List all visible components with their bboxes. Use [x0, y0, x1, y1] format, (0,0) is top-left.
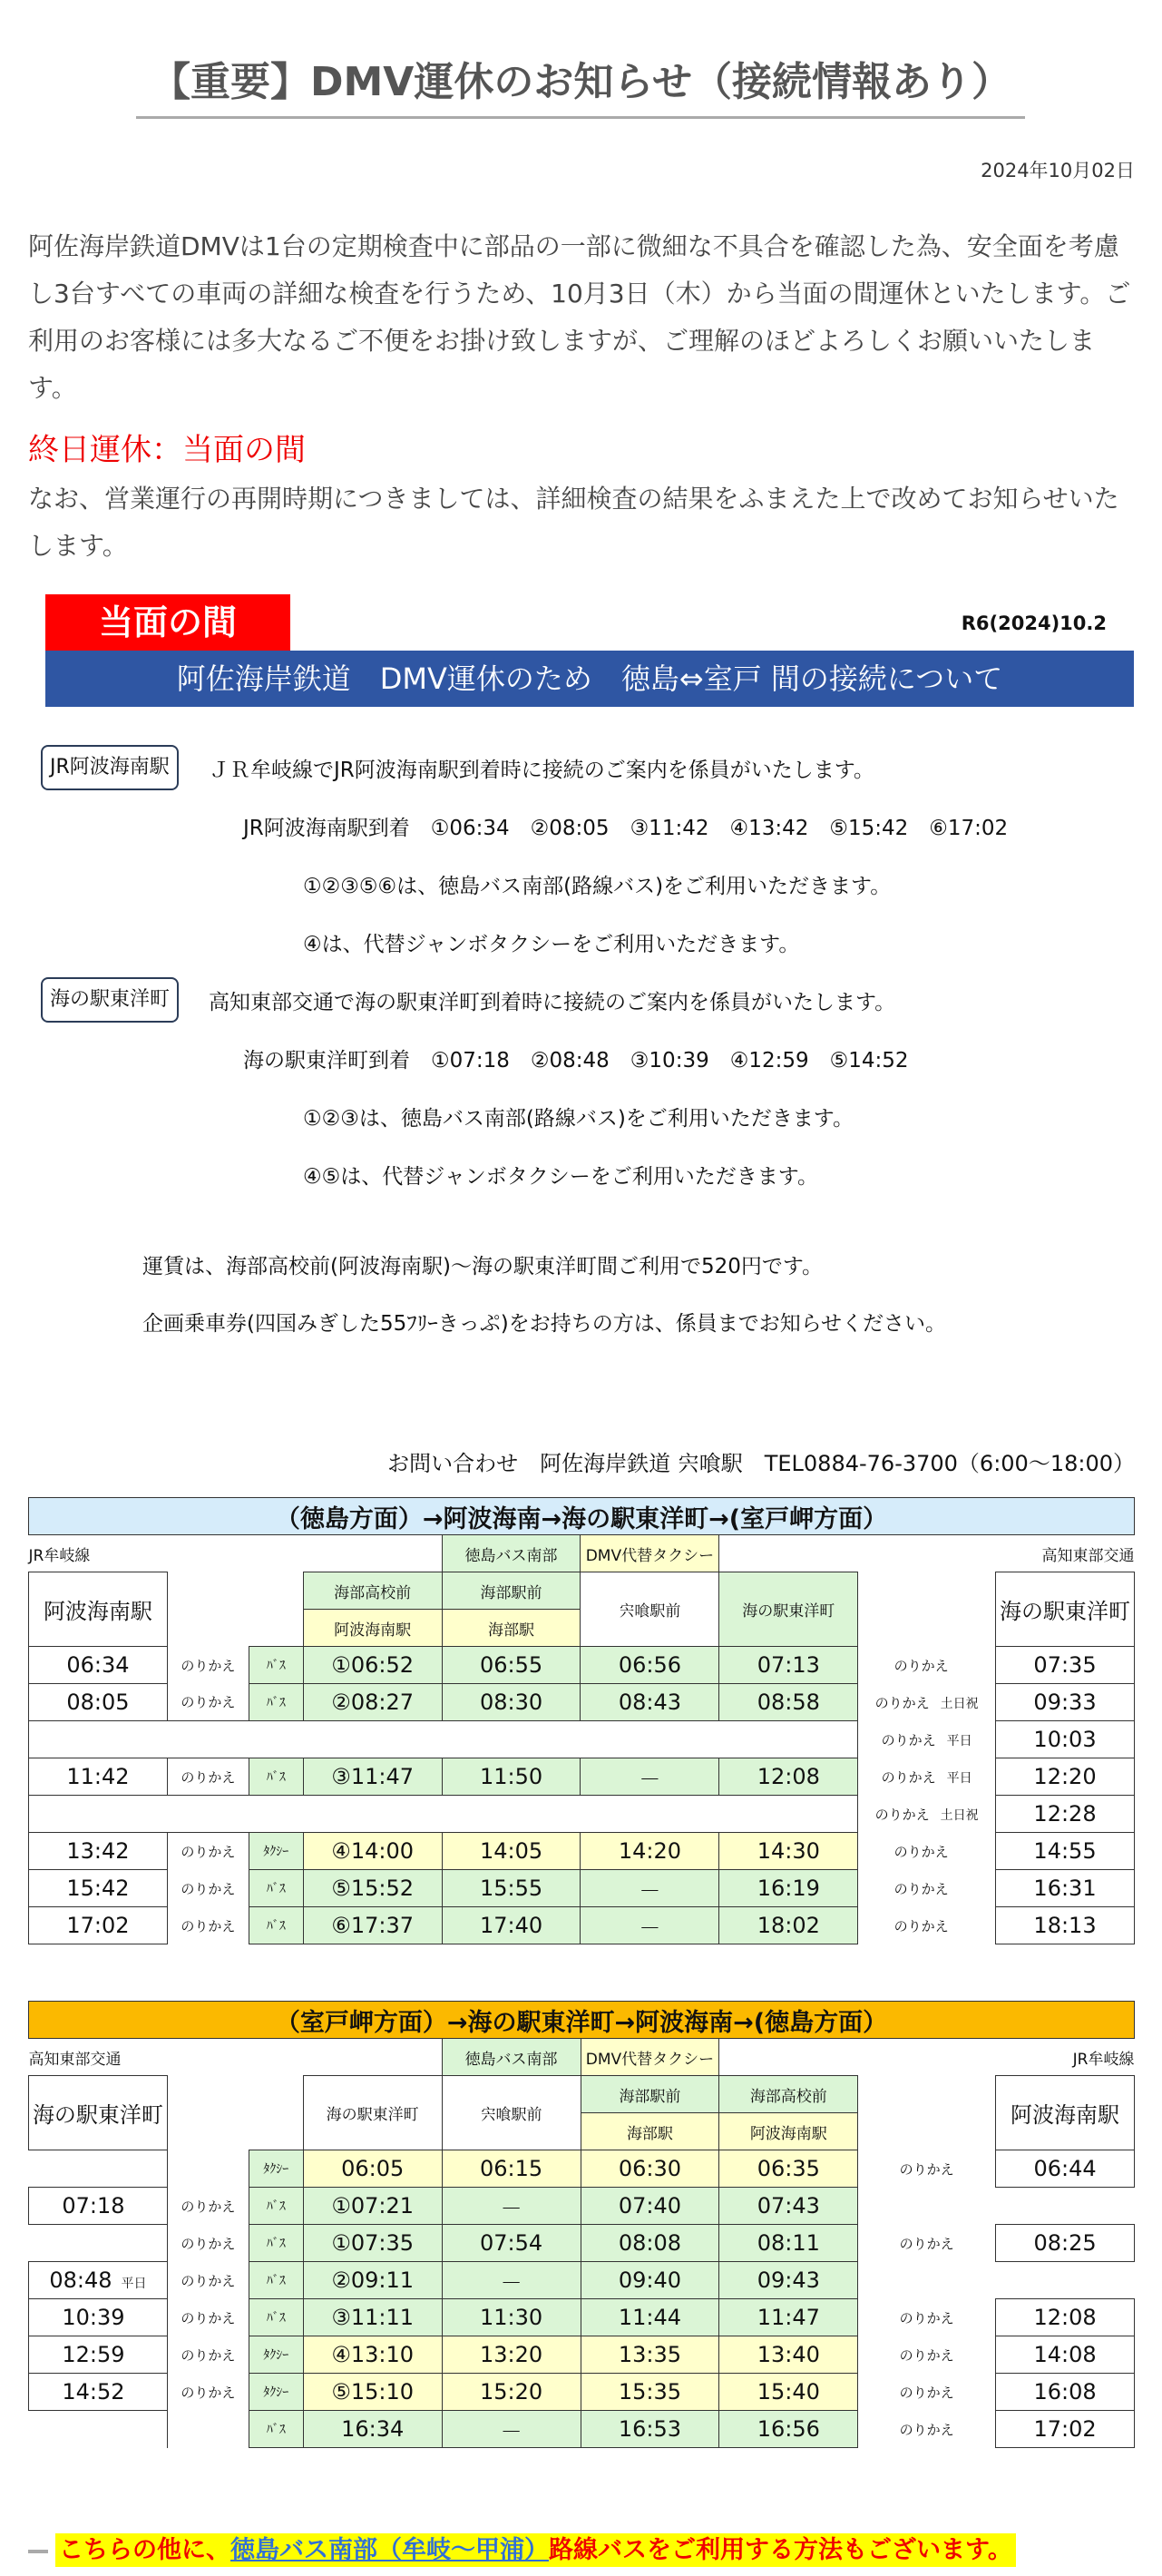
cell-kaifu-high: ⑥17:37: [303, 1907, 442, 1944]
operator-bus: 徳島バス南部: [442, 1535, 581, 1572]
cell-transfer-2: のりかえ: [899, 2346, 954, 2364]
transfer-label: のりかえ: [893, 1843, 949, 1860]
cell-kaifu-front: 15:55: [442, 1870, 581, 1907]
cell-shishikui: －: [442, 2411, 581, 2448]
cell-kochi-arrival: 09:33: [996, 1684, 1135, 1721]
table-row: [29, 1796, 1135, 1833]
col2-awakainan-sub: 阿波海南駅: [719, 2113, 858, 2150]
fare-note: 運賃は、海部高校前(阿波海南駅)～海の駅東洋町間ご利用で520円です。: [142, 1255, 824, 1278]
day-type: 土日祝: [940, 1696, 979, 1711]
cell-kaifu-high: 15:40: [719, 2374, 858, 2411]
table-row: [29, 1684, 1135, 1721]
ticket-note: 企画乗車券(四国みぎした55ﾌﾘｰきっぷ)をお持ちの方は、係員までお知らせください。: [142, 1312, 947, 1336]
cell-kaifu-front: 16:53: [581, 2411, 719, 2448]
cell-shishikui: 13:20: [442, 2336, 581, 2374]
table-row: [29, 2150, 1135, 2188]
table-row: [29, 1721, 1135, 1758]
day-type: 平日: [946, 1733, 972, 1748]
operator-jr-2: JR牟岐線: [1072, 2050, 1135, 2069]
cell-shishikui: 15:20: [442, 2374, 581, 2411]
timetable-inbound: [28, 2001, 1135, 2448]
cell-kochi-arrival: [29, 2188, 168, 2225]
cell-shishikui: 14:20: [581, 1833, 719, 1870]
cell-kochi-arrival: [29, 2262, 168, 2299]
cell-transfer: のりかえ: [181, 2198, 236, 2215]
cell-jr-departure: [996, 2262, 1135, 2299]
cell-jr-departure: 16:08: [996, 2374, 1135, 2411]
cell-mode: ﾊﾞｽ: [249, 1907, 303, 1944]
cell-kaifu-high: ①06:52: [303, 1647, 442, 1684]
transfer-label: のりかえ: [893, 1917, 949, 1934]
cell-jr-arrival: 08:05: [29, 1684, 168, 1721]
cell-mode: ﾊﾞｽ: [249, 1684, 303, 1721]
cell-kochi-arrival: [29, 2336, 168, 2374]
cell-transfer-2: [858, 1907, 996, 1944]
cell-shishikui: －: [442, 2262, 581, 2299]
cell-mode: ﾊﾞｽ: [249, 2225, 303, 2262]
arrival-time: 10:39: [62, 2305, 125, 2330]
cell-toyocho-dep: ⑤15:10: [303, 2374, 442, 2411]
cell-transfer: のりかえ: [181, 1880, 236, 1897]
col2-kaifu-sub: 海部駅: [581, 2113, 719, 2150]
cell-toyocho: 12:08: [719, 1758, 858, 1796]
col-toyocho-kochi: 海の駅東洋町: [996, 1572, 1135, 1647]
cell-kochi-arrival: 12:20: [996, 1758, 1135, 1796]
cell-kochi-arrival: [29, 2150, 168, 2188]
awakainan-arrivals: JR阿波海南駅到着 ①06:34 ②08:05 ③11:42 ④13:42 ⑤15:42 ⑥17:02: [243, 817, 1009, 840]
cell-mode: ﾊﾞｽ: [249, 2411, 303, 2448]
table-row: [29, 2225, 1135, 2262]
operator-jr: JR牟岐線: [28, 1546, 91, 1565]
cell-jr-arrival: 15:42: [29, 1870, 168, 1907]
cell-shishikui: －: [581, 1870, 719, 1907]
cell-transfer-2: [858, 2262, 996, 2299]
cell-kaifu-front: 06:30: [581, 2150, 719, 2188]
table-row: [29, 2188, 1135, 2225]
cell-kaifu-high: 11:47: [719, 2299, 858, 2336]
cell-transfer: のりかえ: [181, 1843, 236, 1860]
cell-kochi-arrival: 14:55: [996, 1833, 1135, 1870]
period-label: 当面の間: [45, 594, 290, 651]
table-row: [29, 2411, 1135, 2448]
title-underline: [136, 116, 1025, 119]
cell-transfer: のりかえ: [181, 2272, 236, 2289]
toyocho-arrivals: 海の駅東洋町到着 ①07:18 ②08:48 ③10:39 ④12:59 ⑤14:52: [243, 1049, 909, 1073]
cell-shishikui: －: [581, 1907, 719, 1944]
cell-transfer-2: [858, 1870, 996, 1907]
col2-awakainan: 阿波海南駅: [996, 2076, 1135, 2150]
toyocho-taxi-note: ④⑤は、代替ジャンボタクシーをご利用いただきます。: [303, 1165, 818, 1189]
cell-transfer-2: [858, 1721, 996, 1758]
cell-jr-departure: 08:25: [996, 2225, 1135, 2262]
cell-jr-arrival: 13:42: [29, 1833, 168, 1870]
post-date: 2024年10月02日: [981, 160, 1135, 181]
cell-jr-departure: [996, 2188, 1135, 2225]
col-awakainan-sub: 阿波海南駅: [303, 1610, 442, 1647]
cell-transfer-2: のりかえ: [899, 2384, 954, 2401]
cell-kaifu-front: 08:30: [442, 1684, 581, 1721]
cell-transfer-2: のりかえ: [899, 2421, 954, 2438]
cell-kaifu-front: 17:40: [442, 1907, 581, 1944]
table-cell-empty: [29, 1721, 858, 1758]
cell-kaifu-high: ⑤15:52: [303, 1870, 442, 1907]
cell-kochi-arrival: 16:31: [996, 1870, 1135, 1907]
cell-kaifu-high: 06:35: [719, 2150, 858, 2188]
cell-kaifu-front: 07:40: [581, 2188, 719, 2225]
transfer-label: のりかえ: [874, 1806, 930, 1823]
cell-toyocho: 18:02: [719, 1907, 858, 1944]
footer-post: 路線バスをご利用する方法もございます。: [549, 2536, 1012, 2564]
footer-pre: こちらの他に、: [59, 2536, 230, 2564]
toyocho-guide: 高知東部交通で海の駅東洋町到着時に接続のご案内を係員がいたします。: [209, 991, 896, 1014]
col2-kaifu-front: 海部駅前: [581, 2076, 719, 2113]
cell-transfer-2: のりかえ: [899, 2160, 954, 2178]
cell-shishikui: －: [442, 2188, 581, 2225]
outbound-header: （徳島方面）→阿波海南→海の駅東洋町→(室戸岬方面）: [29, 1498, 1135, 1535]
table-row: [29, 1907, 1135, 1944]
operator-kochi: 高知東部交通: [1041, 1546, 1135, 1565]
cell-mode: ﾊﾞｽ: [249, 2262, 303, 2299]
cell-kaifu-front: 09:40: [581, 2262, 719, 2299]
cell-kaifu-front: 15:35: [581, 2374, 719, 2411]
cell-mode: ﾊﾞｽ: [249, 1870, 303, 1907]
awakainan-bus-note: ①②③⑤⑥は、徳島バス南部(路線バス)をご利用いただきます。: [303, 875, 892, 898]
cell-shishikui: 06:15: [442, 2150, 581, 2188]
cell-kaifu-high: 09:43: [719, 2262, 858, 2299]
transfer-label: のりかえ: [893, 1657, 949, 1674]
col-kaifu-sub: 海部駅: [442, 1610, 581, 1647]
arrival-time: 14:52: [62, 2379, 125, 2405]
cell-jr-departure: 12:08: [996, 2299, 1135, 2336]
cell-transfer: のりかえ: [181, 1917, 236, 1934]
col2-shishikui: 宍喰駅前: [442, 2076, 581, 2150]
cell-toyocho: 07:13: [719, 1647, 858, 1684]
operator-bus-2: 徳島バス南部: [442, 2039, 581, 2076]
cell-jr-arrival: 11:42: [29, 1758, 168, 1796]
table-row: [29, 1833, 1135, 1870]
cell-kaifu-high: 16:56: [719, 2411, 858, 2448]
table-row: [29, 1870, 1135, 1907]
operator-taxi: DMV代替タクシー: [581, 1535, 719, 1572]
cell-mode: ﾊﾞｽ: [249, 2188, 303, 2225]
cell-transfer: のりかえ: [181, 1694, 236, 1711]
cell-transfer: のりかえ: [181, 2309, 236, 2326]
cell-kaifu-front: 08:08: [581, 2225, 719, 2262]
cell-toyocho: 14:30: [719, 1833, 858, 1870]
cell-mode: ﾀｸｼｰ: [249, 2336, 303, 2374]
cell-mode: ﾊﾞｽ: [249, 1758, 303, 1796]
cell-shishikui: 08:43: [581, 1684, 719, 1721]
transfer-label: のりかえ: [881, 1731, 936, 1748]
table-row: [29, 1758, 1135, 1796]
table-cell-empty: [29, 1796, 858, 1833]
page-title: 【重要】DMV運休のお知らせ（接続情報あり）: [150, 59, 1012, 105]
operator-kochi-2: 高知東部交通: [28, 2050, 122, 2069]
col-kaifu-high: 海部高校前: [303, 1572, 442, 1610]
day-type: 平日: [121, 2277, 147, 2291]
transfer-label: のりかえ: [874, 1694, 930, 1711]
table-row: [29, 2374, 1135, 2411]
cell-kaifu-front: 13:35: [581, 2336, 719, 2374]
cell-kaifu-high: 08:11: [719, 2225, 858, 2262]
toyocho-bus-note: ①②③は、徳島バス南部(路線バス)をご利用いただきます。: [303, 1107, 854, 1131]
footer-note: [28, 2530, 1016, 2565]
cell-kochi-arrival: [29, 2299, 168, 2336]
cell-jr-departure: 06:44: [996, 2150, 1135, 2188]
awakainan-taxi-note: ④は、代替ジャンボタクシーをご利用いただきます。: [303, 933, 800, 956]
cell-mode: ﾊﾞｽ: [249, 1647, 303, 1684]
cell-toyocho-dep: ②09:11: [303, 2262, 442, 2299]
cell-shishikui: 07:54: [442, 2225, 581, 2262]
cell-transfer-2: [858, 1796, 996, 1833]
cell-transfer: のりかえ: [181, 2235, 236, 2252]
col-toyocho: 海の駅東洋町: [719, 1572, 858, 1647]
awakainan-guide: ＪＲ牟岐線でJR阿波海南駅到着時に接続のご案内を係員がいたします。: [209, 759, 874, 782]
col2-toyocho: 海の駅東洋町: [29, 2076, 168, 2150]
cell-shishikui: －: [581, 1758, 719, 1796]
inquiry-contact: お問い合わせ 阿佐海岸鉄道 宍喰駅 TEL0884-76-3700（6:00～18:00）: [387, 1451, 1135, 1476]
cell-kaifu-high: ④14:00: [303, 1833, 442, 1870]
cell-kochi-arrival: [29, 2225, 168, 2262]
col-awakainan: 阿波海南駅: [29, 1572, 168, 1647]
cell-jr-departure: 14:08: [996, 2336, 1135, 2374]
cell-toyocho: 08:58: [719, 1684, 858, 1721]
day-type: 平日: [946, 1770, 972, 1786]
table-row: [29, 1647, 1135, 1684]
cell-transfer-2: のりかえ: [899, 2309, 954, 2326]
cell-kaifu-high: ②08:27: [303, 1684, 442, 1721]
cell-mode: ﾀｸｼｰ: [249, 2374, 303, 2411]
resume-paragraph: なお、営業運行の再開時期につきましては、詳細検査の結果をふまえた上で改めてお知らせいたします。: [28, 484, 1119, 561]
footer-highlight: [55, 2533, 1016, 2567]
cell-transfer-2: のりかえ: [899, 2235, 954, 2252]
station-box-awakainan: JR阿波海南駅: [41, 745, 179, 790]
cell-kaifu-front: 11:50: [442, 1758, 581, 1796]
transfer-label: のりかえ: [893, 1880, 949, 1897]
notice-date: R6(2024)10.2: [961, 612, 1107, 634]
cell-mode: ﾀｸｼｰ: [249, 2150, 303, 2188]
cell-jr-arrival: 06:34: [29, 1647, 168, 1684]
cell-toyocho-dep: ①07:21: [303, 2188, 442, 2225]
cell-transfer: のりかえ: [181, 1768, 236, 1786]
table-row: [29, 2336, 1135, 2374]
cell-toyocho: 16:19: [719, 1870, 858, 1907]
inbound-header: （室戸岬方面）→海の駅東洋町→阿波海南→(徳島方面）: [29, 2002, 1135, 2039]
intro-paragraph: 阿佐海岸鉄道DMVは1台の定期検査中に部品の一部に微細な不具合を確認した為、安全面を考慮し3台すべての車両の詳細な検査を行うため、10月3日（木）から当面の間運休といたします。ご利用のお客様には多大なるご不便をお掛け致しますが、ご理解のほどよろしくお願いいたします。: [28, 231, 1131, 403]
operator-taxi-2: DMV代替タクシー: [581, 2039, 719, 2076]
cell-toyocho-dep: ③11:11: [303, 2299, 442, 2336]
cell-toyocho-dep: ①07:35: [303, 2225, 442, 2262]
cell-kaifu-front: 14:05: [442, 1833, 581, 1870]
cell-kochi-arrival: 12:28: [996, 1796, 1135, 1833]
notice-heading: 阿佐海岸鉄道 DMV運休のため 徳島⇔室戸 間の接続について: [45, 651, 1134, 707]
table-row: [29, 2299, 1135, 2336]
cell-transfer-2: [858, 1758, 996, 1796]
arrival-time: 08:48: [49, 2267, 112, 2293]
cell-transfer: [167, 2411, 249, 2448]
cell-shishikui: 11:30: [442, 2299, 581, 2336]
cell-toyocho-dep: ④13:10: [303, 2336, 442, 2374]
table-row: [29, 2262, 1135, 2299]
col2-kaifu-high: 海部高校前: [719, 2076, 858, 2113]
day-type: 土日祝: [940, 1807, 979, 1823]
cell-jr-departure: 17:02: [996, 2411, 1135, 2448]
suspension-notice: 終日運休：当面の間: [28, 432, 306, 468]
cell-kochi-arrival: 07:35: [996, 1647, 1135, 1684]
cell-jr-arrival: 17:02: [29, 1907, 168, 1944]
col-kaifu-front: 海部駅前: [442, 1572, 581, 1610]
cell-mode: ﾀｸｼｰ: [249, 1833, 303, 1870]
footer-bus-link[interactable]: 徳島バス南部（牟岐～甲浦）: [230, 2536, 549, 2564]
cell-transfer-2: [858, 1833, 996, 1870]
cell-transfer: のりかえ: [181, 2384, 236, 2401]
cell-kaifu-high: 07:43: [719, 2188, 858, 2225]
cell-mode: ﾊﾞｽ: [249, 2299, 303, 2336]
cell-transfer-2: [858, 1647, 996, 1684]
cell-kaifu-high: 13:40: [719, 2336, 858, 2374]
cell-kochi-arrival: 18:13: [996, 1907, 1135, 1944]
cell-toyocho-dep: 06:05: [303, 2150, 442, 2188]
cell-kochi-arrival: [29, 2411, 168, 2448]
cell-transfer: のりかえ: [181, 1657, 236, 1674]
col-shishikui: 宍喰駅前: [581, 1572, 719, 1647]
cell-kaifu-front: 11:44: [581, 2299, 719, 2336]
cell-toyocho-dep: 16:34: [303, 2411, 442, 2448]
timetable-outbound: [28, 1497, 1135, 1944]
arrival-time: 07:18: [62, 2193, 125, 2218]
cell-kaifu-high: ③11:47: [303, 1758, 442, 1796]
cell-shishikui: 06:56: [581, 1647, 719, 1684]
cell-transfer: [167, 2150, 249, 2188]
transfer-label: のりかえ: [881, 1768, 936, 1786]
arrival-time: 12:59: [62, 2342, 125, 2367]
col2-toyocho-stop: 海の駅東洋町: [303, 2076, 442, 2150]
footer-dash: [28, 2550, 48, 2553]
cell-transfer: のりかえ: [181, 2346, 236, 2364]
cell-transfer-2: [858, 1684, 996, 1721]
cell-kaifu-front: 06:55: [442, 1647, 581, 1684]
cell-transfer-2: [858, 2188, 996, 2225]
station-box-toyocho: 海の駅東洋町: [41, 977, 179, 1023]
cell-kochi-arrival: [29, 2374, 168, 2411]
cell-kochi-arrival: 10:03: [996, 1721, 1135, 1758]
